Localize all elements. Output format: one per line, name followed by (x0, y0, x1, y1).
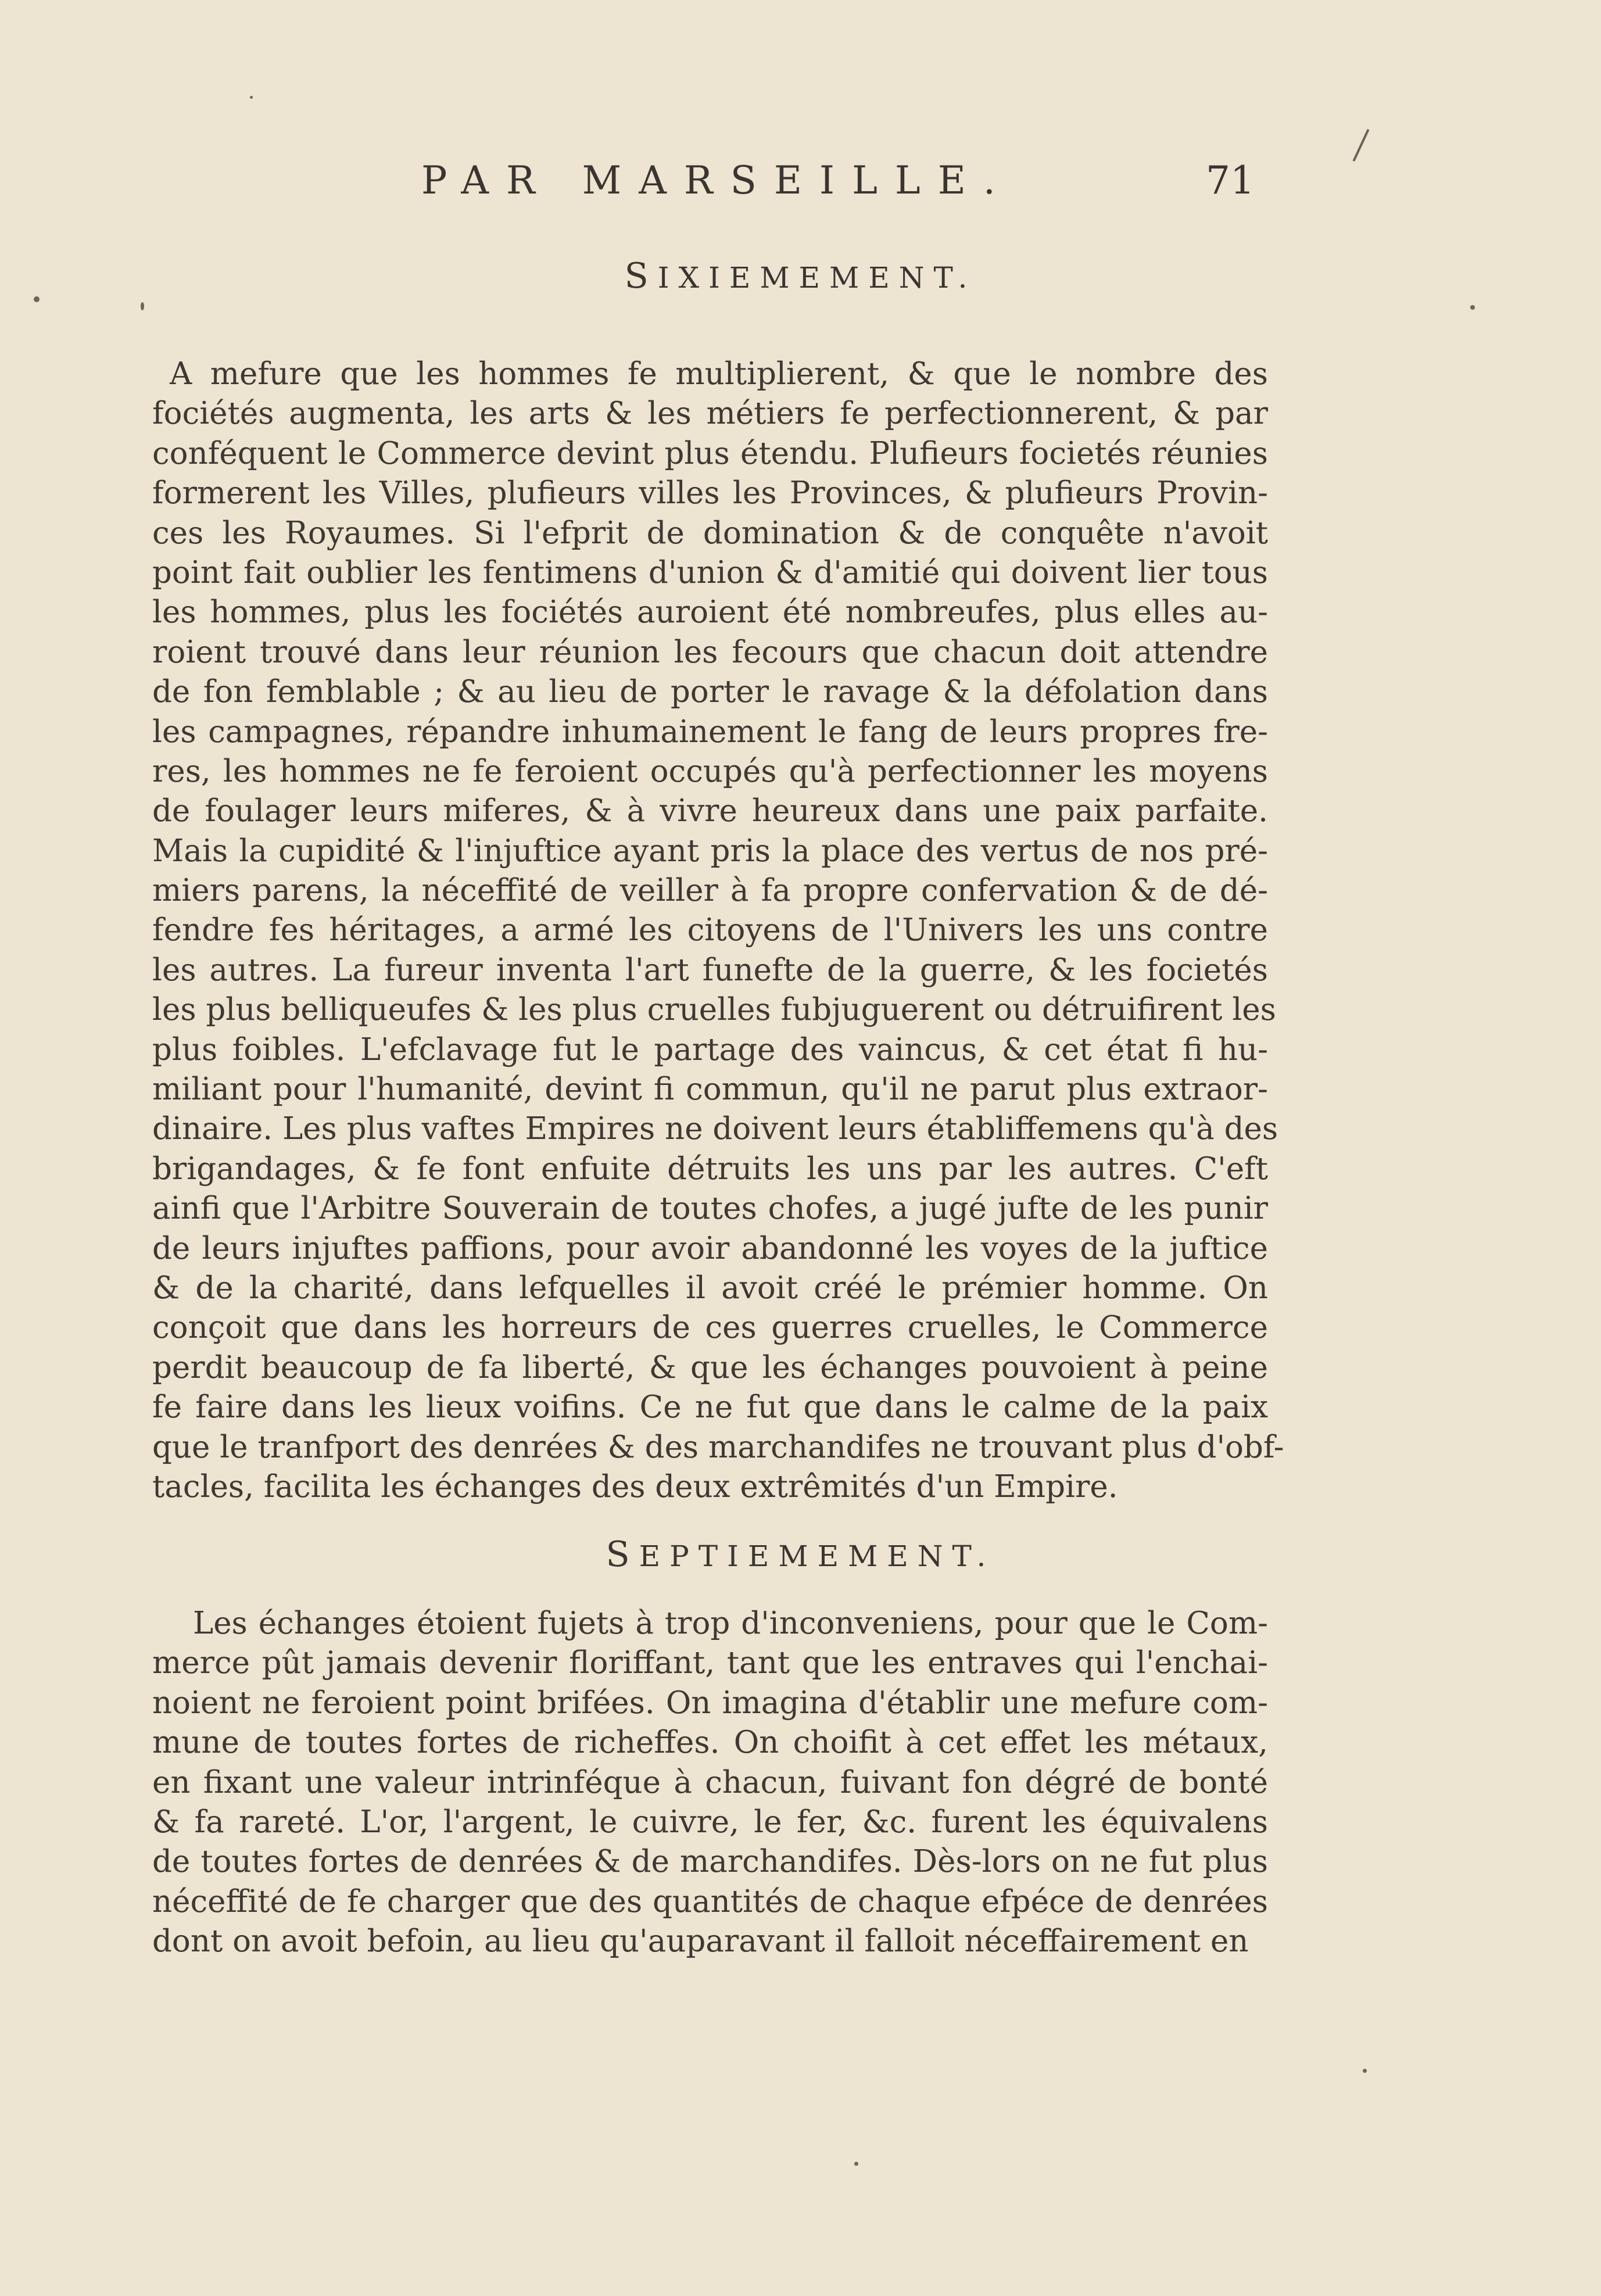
text-line: fociétés augmenta, les arts & les métiers fe perfectionnerent, & par (152, 396, 1268, 432)
text-line: ainfi que l'Arbitre Souverain de toutes chofes, a jugé jufte de les punir (152, 1191, 1268, 1227)
text-line: & de la charité, dans lefquelles il avoit créé le prémier homme. On (152, 1270, 1268, 1306)
text-line: noient ne feroient point brifées. On imagina d'établir une mefure com- (152, 1685, 1268, 1721)
text-line: fendre fes héritages, a armé les citoyens de l'Univers les uns contre (152, 912, 1268, 948)
running-title: PAR MARSEILLE. (421, 158, 1013, 203)
text-line: Les échanges étoient fujets à trop d'inconveniens, pour que le Com- (193, 1606, 1268, 1641)
paper-speck (250, 96, 253, 99)
text-line: miliant pour l'humanité, devint fi commun, qu'il ne parut plus extraor- (152, 1072, 1268, 1108)
text-line: les plus belliqueufes & les plus cruelles fubjuguerent ou détruifirent les (152, 992, 1276, 1028)
text-line: brigandages, & fe font enfuite détruits les uns par les autres. C'eft (152, 1151, 1268, 1187)
section-heading-septiememement (0, 1534, 1601, 1575)
text-line: merce pût jamais devenir floriffant, tant que les entraves qui l'enchai- (152, 1645, 1268, 1681)
text-line: dinaire. Les plus vaftes Empires ne doivent leurs établiffemens qu'à des (152, 1111, 1278, 1147)
text-line: conçoit que dans les horreurs de ces guerres cruelles, le Commerce (152, 1310, 1268, 1346)
page-header (0, 158, 1601, 216)
text-line: ces les Royaumes. Si l'efprit de domination & de conquête n'avoit (152, 515, 1268, 551)
paper-speck (1363, 2069, 1367, 2073)
paper-speck (854, 2162, 858, 2166)
heading-initial: S (606, 1534, 639, 1575)
ink-stroke-mark (1353, 129, 1370, 162)
text-line: de toutes fortes de denrées & de marchandifes. Dès-lors on ne fut plus (152, 1844, 1268, 1880)
page-number: 71 (1206, 158, 1255, 203)
paper-speck (1470, 305, 1475, 310)
heading-rest: IXIEMEMENT. (657, 261, 977, 295)
text-line: perdit beaucoup de fa liberté, & que les échanges pouvoient à peine (152, 1349, 1268, 1385)
text-line: formerent les Villes, plufieurs villes les Provinces, & plufieurs Provin- (152, 475, 1268, 511)
text-line: res, les hommes ne fe feroient occupés qu'à perfectionner les moyens (152, 753, 1268, 789)
text-line: roient trouvé dans leur réunion les fecours que chacun doit attendre (152, 634, 1268, 670)
section-heading-sixiemement (0, 256, 1601, 296)
text-line: plus foibles. L'efclavage fut le partage des vaincus, & cet état fi hu- (152, 1031, 1268, 1068)
text-line: les campagnes, répandre inhumainement le fang de leurs propres fre- (152, 714, 1268, 750)
paragraph-septiememement (152, 1604, 1268, 1962)
text-line: conféquent le Commerce devint plus étendu. Plufieurs focietés réunies (152, 435, 1268, 471)
heading-initial: S (624, 256, 658, 296)
text-line: A mefure que les hommes fe multiplierent, & que le nombre des (170, 356, 1268, 392)
text-line: fe faire dans les lieux voifins. Ce ne fut que dans le calme de la paix (152, 1389, 1268, 1425)
text-line: & fa rareté. L'or, l'argent, le cuivre, le fer, &c. furent les équivalens (152, 1804, 1268, 1840)
text-line: point fait oublier les fentimens d'union & d'amitié qui doivent lier tous (152, 554, 1268, 590)
paragraph-sixiemement (152, 354, 1284, 1507)
text-line: tacles, facilita les échanges des deux extrêmités d'un Empire. (152, 1468, 1118, 1505)
text-line: miers parens, la néceffité de veiller à fa propre confervation & de dé- (152, 873, 1268, 909)
text-line: les autres. La fureur inventa l'art funefte de la guerre, & les focietés (152, 952, 1268, 988)
text-line: de leurs injuftes paffions, pour avoir abandonné les voyes de la juftice (152, 1230, 1268, 1266)
text-line: de fon femblable ; & au lieu de porter le ravage & la défolation dans (152, 674, 1268, 710)
text-line: les hommes, plus les fociétés auroient été nombreufes, plus elles au- (152, 594, 1268, 631)
text-line: dont on avoit befoin, au lieu qu'auparavant il falloit néceffairement en (152, 1924, 1249, 1960)
text-line: que le tranfport des denrées & des marchandifes ne trouvant plus d'obf- (152, 1429, 1284, 1465)
text-line: Mais la cupidité & l'injuftice ayant pris la place des vertus de nos pré- (152, 833, 1268, 869)
text-line: mune de toutes fortes de richeffes. On choifit à cet effet les métaux, (152, 1725, 1268, 1761)
heading-rest: EPTIEMEMENT. (639, 1539, 995, 1573)
paper-speck (34, 296, 40, 302)
paper-speck (141, 302, 144, 310)
text-line: de foulager leurs miferes, & à vivre heureux dans une paix parfaite. (152, 793, 1268, 829)
text-line: en fixant une valeur intrinféque à chacun, fuivant fon dégré de bonté (152, 1764, 1268, 1800)
text-line: néceffité de fe charger que des quantités de chaque efpéce de denrées (152, 1883, 1268, 1919)
